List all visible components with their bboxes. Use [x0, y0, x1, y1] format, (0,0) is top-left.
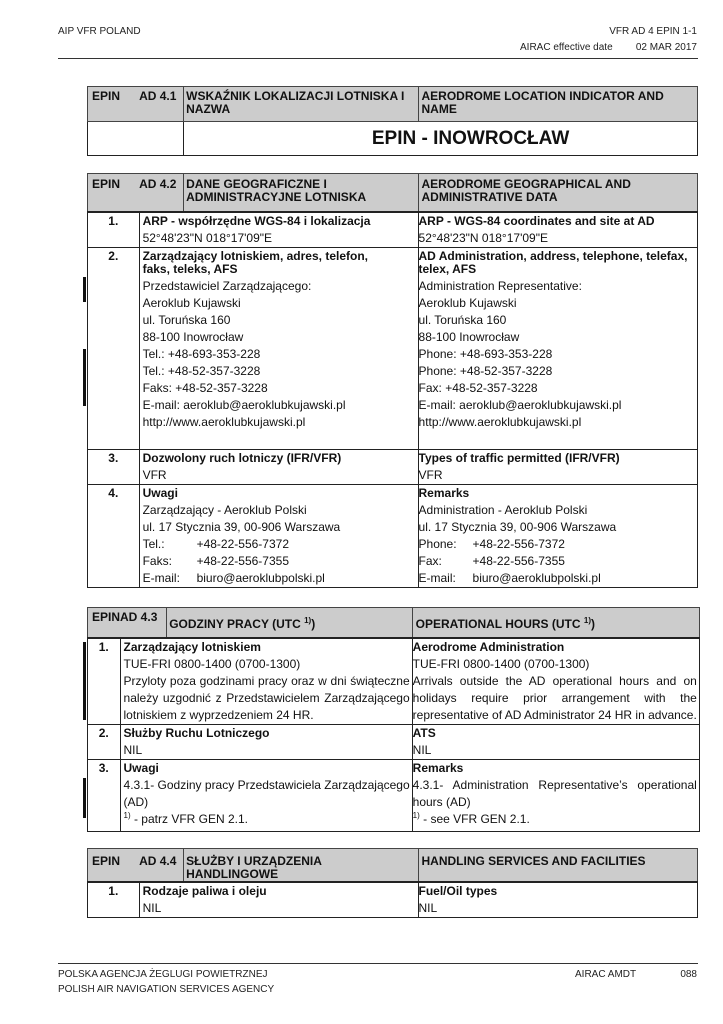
row-number: 2. [88, 247, 140, 449]
section-title-en: HANDLING SERVICES AND FACILITIES [421, 854, 646, 868]
header-page-id: VFR AD 4 EPIN 1-1 [609, 26, 697, 37]
change-bar [83, 349, 86, 406]
text-line: 4.3.1- Godziny pracy Przedstawiciela Zarządzającego [123, 777, 410, 792]
contact-value: +48-22-556-7372 [196, 536, 289, 551]
header-rule [58, 58, 698, 59]
text-line: należy uzgodnić z Przedstawicielem Zarządzającego [123, 690, 410, 705]
table-row [88, 212, 698, 248]
text-line: Phone: +48-693-353-228 [418, 346, 553, 361]
table-row [88, 882, 698, 918]
section-number: AD 4.3 [120, 610, 158, 624]
item-title-en: Remarks [412, 760, 464, 775]
item-title-pl: Służby Ruchu Lotniczego [123, 725, 270, 740]
row-number: 1. [88, 882, 140, 918]
contact-line [419, 553, 697, 570]
contact-label: Faks: [142, 553, 172, 568]
footer-rule [58, 963, 698, 964]
section-title-pl: WSKAŹNIK LOKALIZACJI LOTNISKA I NAZWA [186, 89, 405, 116]
section-number: AD 4.4 [139, 854, 177, 868]
item-title-en: Types of traffic permitted (IFR/VFR) [418, 450, 620, 465]
header-effective-label: AIRAC effective date [520, 42, 613, 53]
website-line: http://www.aeroklubkujawski.pl [418, 414, 582, 429]
website-line: http://www.aeroklubkujawski.pl [142, 414, 306, 429]
section-title-en: AERODROME GEOGRAPHICAL AND ADMINISTRATIVE DATA [421, 177, 631, 204]
section-title-pl: DANE GEOGRAFICZNE I ADMINISTRACYJNE LOTNISKA [186, 177, 367, 204]
section-title-pl: SŁUŻBY I URZĄDZENIA HANDLINGOWE [186, 854, 322, 881]
item-title-en: AD Administration, address, telephone, telefax, telex, AFS [418, 248, 688, 276]
contact-block-en [419, 276, 697, 431]
text-line: holidays require prior arrangement with the [412, 690, 697, 705]
section-header [88, 608, 700, 638]
text-line: Tel.: +48-52-357-3228 [142, 363, 261, 378]
contact-label: Fax: [418, 553, 442, 568]
item-value-en: 52°48'23"N 018°17'09"E [418, 230, 548, 245]
section-ad-4-4 [87, 848, 698, 918]
text-line: ul. 17 Stycznia 39, 00-906 Warszawa [142, 519, 341, 534]
item-title-pl: Rodzaje paliwa i oleju [142, 884, 267, 898]
row-number: 3. [88, 449, 140, 484]
item-title-en: Fuel/Oil types [418, 884, 498, 898]
item-title-pl: Uwagi [142, 485, 178, 500]
aerodrome-name-row [88, 122, 698, 156]
text-line: Faks: +48-52-357-3228 [142, 380, 268, 395]
footnote-pl: $^{1)}$ - patrz VFR GEN 2.1. [123, 810, 249, 826]
contact-value: +48-22-556-7372 [472, 536, 565, 551]
location-code: EPIN [92, 89, 121, 103]
row-number: 4. [88, 484, 140, 587]
item-value-en: NIL [418, 901, 438, 915]
row-number: 1. [88, 638, 121, 725]
item-value-pl: NIL [142, 901, 162, 915]
text-line: representative of AD Administrator 24 HR in advance. [412, 707, 697, 722]
row-number: 2. [88, 724, 121, 759]
contact-line [143, 553, 418, 570]
text-line: 88-100 Inowrocław [142, 329, 244, 344]
item-title-en: ATS [412, 725, 436, 740]
contact-label: E-mail: [142, 570, 180, 585]
table-row [88, 759, 700, 831]
contact-value: biuro@aeroklubpolski.pl [196, 570, 325, 585]
section-ad-4-2 [87, 173, 698, 588]
text-line: Arrivals outside the AD operational hours and on [412, 673, 697, 688]
contact-value: +48-22-556-7355 [472, 553, 565, 568]
item-title-pl: Zarządzający lotniskiem [123, 639, 261, 654]
item-title-pl: Zarządzający lotniskiem, adres, telefon, faks, teleks, AFS [142, 248, 368, 276]
header-left: AIP VFR POLAND [58, 26, 141, 37]
change-bar [83, 277, 86, 302]
footnote-en: $^{1)}$ - see VFR GEN 2.1. [412, 810, 530, 826]
text-line: Phone: +48-52-357-3228 [418, 363, 553, 378]
text-line: Przedstawiciel Zarządzającego: [142, 278, 312, 293]
text-line: Aeroklub Kujawski [142, 295, 241, 310]
section-ad-4-3 [87, 607, 700, 832]
text-line: Fax: +48-52-357-3228 [418, 380, 538, 395]
text-line: (AD) [123, 794, 149, 809]
section-title-en: AERODROME LOCATION INDICATOR AND NAME [421, 89, 664, 116]
item-title-en: ARP - WGS-84 coordinates and site at AD [418, 213, 655, 228]
contact-value: biuro@aeroklubpolski.pl [472, 570, 601, 585]
text-line: ul. 17 Stycznia 39, 00-906 Warszawa [418, 519, 617, 534]
text-line: Administration - Aeroklub Polski [418, 502, 588, 517]
location-code: EPIN [92, 177, 121, 191]
item-value-pl: NIL [123, 742, 143, 757]
change-bar [83, 642, 86, 720]
contact-label: E-mail: [418, 570, 456, 585]
section-number: AD 4.2 [139, 177, 177, 191]
table-row [88, 449, 698, 484]
footer-amendment: AIRAC AMDT [575, 969, 637, 980]
text-line: ul. Toruńska 160 [418, 312, 507, 327]
item-value-en: VFR [418, 467, 443, 482]
section-header [88, 87, 698, 122]
section-header [88, 174, 698, 212]
table-row [88, 484, 698, 587]
table-row [88, 638, 700, 725]
item-title-pl: ARP - współrzędne WGS-84 i lokalizacja [142, 213, 371, 228]
email-line: E-mail: aeroklub@aeroklubkujawski.pl [418, 397, 622, 412]
table-row [88, 724, 700, 759]
location-code: EPIN [92, 610, 121, 624]
row-number: 3. [88, 759, 121, 831]
text-line: 88-100 Inowrocław [418, 329, 520, 344]
header-effective-date: 02 MAR 2017 [635, 42, 697, 53]
text-line: Przyloty poza godzinami pracy oraz w dni świąteczne [123, 673, 410, 688]
hours-pl: TUE-FRI 0800-1400 (0700-1300) [123, 656, 301, 671]
footer-agency-en: POLISH AIR NAVIGATION SERVICES AGENCY [58, 984, 275, 995]
footer-agency-pl: POLSKA AGENCJA ŻEGLUGI POWIETRZNEJ [58, 969, 268, 980]
contact-line [143, 570, 418, 587]
text-line: Aeroklub Kujawski [418, 295, 517, 310]
text-line: Zarządzający - Aeroklub Polski [142, 502, 307, 517]
text-line: Tel.: +48-693-353-228 [142, 346, 261, 361]
table-row [88, 247, 698, 449]
text-line: Administration Representative: [418, 278, 582, 293]
text-line: hours (AD) [412, 794, 471, 809]
item-title-pl: Uwagi [123, 760, 159, 775]
item-title-pl: Dozwolony ruch lotniczy (IFR/VFR) [142, 450, 342, 465]
contact-line [419, 570, 697, 587]
text-line: 4.3.1- Administration Representative’s operational [412, 777, 697, 792]
item-title-en: Remarks [418, 485, 470, 500]
change-bar [83, 778, 86, 818]
item-value-pl: VFR [142, 467, 167, 482]
row-number: 1. [88, 212, 140, 248]
item-value-en: NIL [412, 742, 432, 757]
contact-line [419, 536, 697, 553]
text-line: lotniskiem z wyprzedzeniem 24 HR. [123, 707, 314, 722]
footer-amendment-number: 088 [680, 969, 697, 980]
text-line: ul. Toruńska 160 [142, 312, 231, 327]
contact-label: Phone: [418, 536, 457, 551]
item-value-pl: 52°48'23"N 018°17'09"E [142, 230, 273, 245]
section-number: AD 4.1 [139, 89, 177, 103]
email-line: E-mail: aeroklub@aeroklubkujawski.pl [142, 397, 346, 412]
contact-block-pl [143, 276, 418, 431]
contact-line [143, 536, 418, 553]
item-title-en: Aerodrome Administration [412, 639, 565, 654]
aerodrome-name: EPIN - INOWROCŁAW [371, 127, 570, 149]
section-ad-4-1 [87, 86, 698, 156]
section-title-en: OPERATIONAL HOURS (UTC $^{1)}$) [415, 615, 596, 631]
contact-value: +48-22-556-7355 [196, 553, 289, 568]
section-title-pl: GODZINY PRACY (UTC $^{1)}$) [169, 615, 316, 631]
location-code: EPIN [92, 854, 121, 868]
section-header [88, 849, 698, 883]
hours-en: TUE-FRI 0800-1400 (0700-1300) [412, 656, 590, 671]
contact-label: Tel.: [142, 536, 165, 551]
